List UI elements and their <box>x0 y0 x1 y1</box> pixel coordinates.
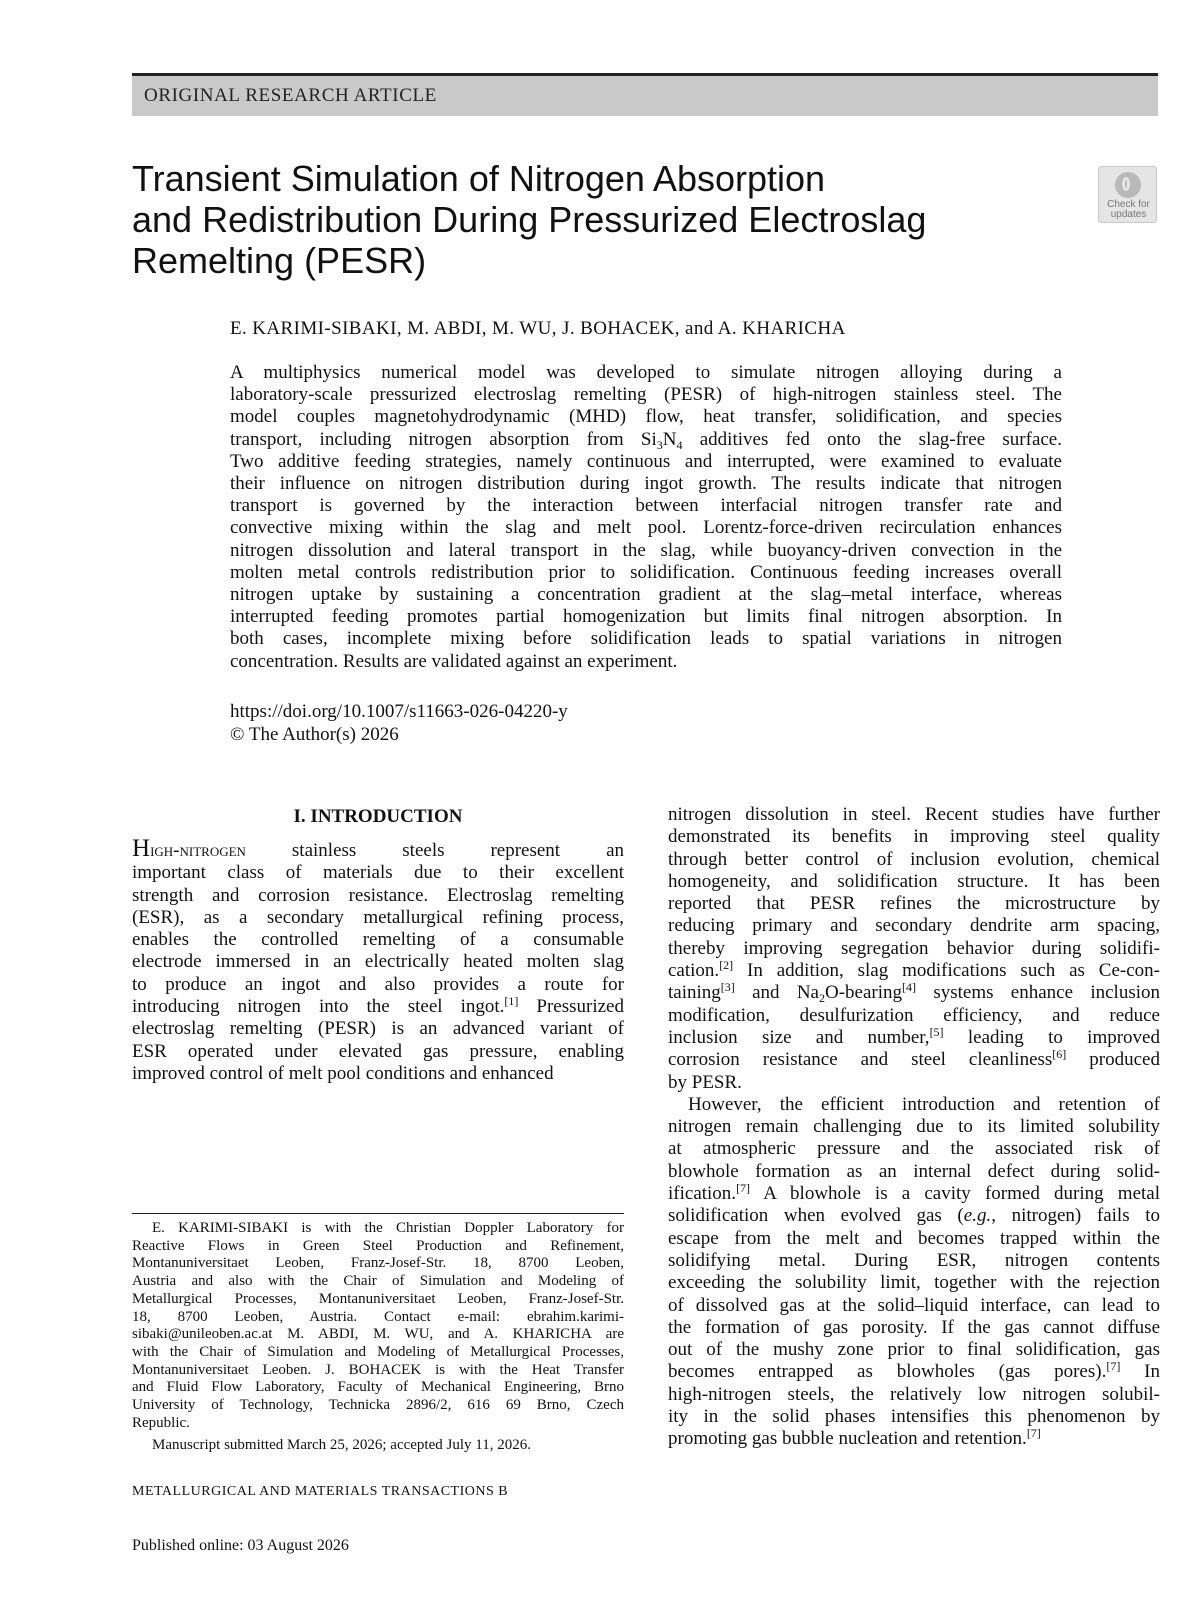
abstract-line: convective mixing within the slag and melt pool. Lorentz-force-driven recirculation enhances <box>230 517 1062 539</box>
article-title <box>132 158 992 281</box>
text-run: produced <box>1066 1049 1160 1071</box>
author-affiliations-footnote <box>132 1220 624 1432</box>
title-line: Remelting (PESR) <box>132 240 427 281</box>
article-type-banner <box>132 73 1158 116</box>
body-line: through better control of inclusion evolution, chemical <box>668 848 1160 870</box>
doi-link[interactable]: https://doi.org/10.1007/s11663-026-04220-y <box>230 701 568 722</box>
body-line: solidifying metal. During ESR, nitrogen contents <box>668 1249 1160 1271</box>
body-line <box>668 982 1160 1004</box>
smallcaps-word: igh-nitrogen <box>150 840 246 861</box>
body-line: nitrogen dissolution in steel. Recent studies have further <box>668 804 1160 825</box>
text-run: and Na <box>734 982 819 1004</box>
body-line: demonstrated its benefits in improving steel quality <box>668 826 1160 848</box>
body-line: high-nitrogen steels, the relatively low nitrogen solubil- <box>668 1383 1160 1405</box>
abstract-line: both cases, incomplete mixing before solidification leads to spatial variations in nitrogen <box>230 628 1062 650</box>
body-line: thereby improving segregation behavior during solidifi- <box>668 937 1160 959</box>
body-line: nitrogen remain challenging due to its limited solubility <box>668 1116 1160 1138</box>
body-line: enables the controlled remelting of a consumable <box>132 929 624 951</box>
body-line: (ESR), as a secondary metallurgical refining process, <box>132 906 624 928</box>
body-line: to produce an ingot and also provides a route for <box>132 973 624 995</box>
body-line: at atmospheric pressure and the associated risk of <box>668 1138 1160 1160</box>
copyright: © The Author(s) 2026 <box>230 724 399 745</box>
footnote-line: Metallurgical Processes, Montanuniversitaet Leoben, Franz-Josef-Str. <box>132 1290 624 1307</box>
abstract-line: A multiphysics numerical model was developed to simulate nitrogen alloying during a <box>230 362 1062 383</box>
footnote-line: Montanuniversitaet Leoben, Franz-Josef-Str. 18, 8700 Leoben, <box>132 1255 624 1272</box>
title-line: and Redistribution During Pressurized Electroslag <box>132 199 927 240</box>
text-run: taining <box>668 982 721 1004</box>
abstract-line: molten metal controls redistribution prior to solidification. Continuous feeding increases overall <box>230 561 1062 583</box>
footnote-line: Montanuniversitaet Leoben. J. BOHACEK is with the Heat Transfer <box>132 1361 624 1378</box>
text-run: introducing nitrogen into the steel ingot. <box>132 996 505 1018</box>
body-line: of dissolved gas at the solid–liquid interface, can lead to <box>668 1294 1160 1316</box>
body-line <box>668 1361 1160 1383</box>
text-run: ification. <box>668 1183 737 1205</box>
footnote-line: and Fluid Flow Laboratory, Faculty of Mechanical Engineering, Brno <box>132 1379 624 1396</box>
citation-ref[interactable]: [3] <box>720 980 735 995</box>
body-line: improved control of melt pool conditions and enhanced <box>132 1062 554 1084</box>
body-line: modification, desulfurization efficiency, and reduce <box>668 1004 1160 1026</box>
text-run: , nitrogen) fails to <box>991 1205 1160 1227</box>
doi-block <box>230 700 568 746</box>
body-line: ESR operated under elevated gas pressure, enabling <box>132 1040 624 1062</box>
text-run: systems enhance inclusion <box>916 982 1160 1004</box>
crossmark-label-line: Check for <box>1107 199 1150 210</box>
body-line <box>668 1183 1160 1205</box>
footnote-line: University of Technology, Technicka 2896/2, 616 69 Brno, Czech <box>132 1397 624 1414</box>
dropcap-word: H <box>132 835 151 862</box>
text-run: In addition, slag modifications such as Ce-con- <box>733 960 1160 982</box>
body-line <box>668 1049 1160 1071</box>
check-for-updates-button[interactable] <box>1098 166 1157 223</box>
abstract-line: their influence on nitrogen distribution during ingot growth. The results indicate that nitrogen <box>230 473 1062 495</box>
subscript: 2 <box>818 991 825 1006</box>
citation-ref[interactable]: [2] <box>719 958 734 973</box>
abstract-line: nitrogen dissolution and lateral transport in the slag, while buoyancy-driven convection in the <box>230 539 1062 561</box>
author-list: E. KARIMI-SIBAKI, M. ABDI, M. WU, J. BOHACEK, and A. KHARICHA <box>230 318 846 339</box>
abstract <box>230 362 1062 673</box>
footnote-divider <box>132 1213 624 1214</box>
footnote-line: 18, 8700 Leoben, Austria. Contact e-mail: ebrahim.karimi- <box>132 1308 624 1325</box>
text-run: solidification when evolved gas ( <box>668 1205 964 1227</box>
abstract-line: model couples magnetohydrodynamic (MHD) flow, heat transfer, solidification, and species <box>230 406 1062 428</box>
abstract-line: nitrogen uptake by sustaining a concentration gradient at the slag–metal interface, whereas <box>230 584 1062 606</box>
article-type-label: ORIGINAL RESEARCH ARTICLE <box>144 85 437 106</box>
body-line: blowhole formation as an internal defect during solid- <box>668 1160 1160 1182</box>
italic-text: e.g. <box>963 1205 992 1227</box>
text-run: O-bearing <box>824 982 903 1004</box>
footnote-line: Reactive Flows in Green Steel Production and Refinement, <box>132 1237 624 1254</box>
intro-right-column <box>668 804 1160 1451</box>
body-line: important class of materials due to their excellent <box>132 862 624 884</box>
footnote-line: with the Chair of Simulation and Modeling of Metallurgical Processes, <box>132 1343 624 1360</box>
footnote-line: sibaki@unileoben.ac.at M. ABDI, M. WU, and A. KHARICHA are <box>132 1326 624 1343</box>
crossmark-label <box>1099 200 1158 220</box>
text-run: promoting gas bubble nucleation and retention. <box>668 1428 1027 1450</box>
text-run: Pressurized <box>518 996 624 1018</box>
abstract-line: laboratory-scale pressurized electroslag remelting (PESR) of high-nitrogen stainless steel. The <box>230 384 1062 406</box>
abstract-line: interrupted feeding promotes partial homogenization but limits final nitrogen absorption. In <box>230 606 1062 628</box>
abstract-line: Two additive feeding strategies, namely continuous and interrupted, were examined to evaluate <box>230 450 1062 472</box>
body-line: ity in the solid phases intensifies this phenomenon by <box>668 1406 1160 1428</box>
text-run: inclusion size and number, <box>668 1026 930 1048</box>
text-run: leading to improved <box>943 1026 1160 1048</box>
text-run: cation. <box>668 960 720 982</box>
journal-name: METALLURGICAL AND MATERIALS TRANSACTIONS B <box>132 1484 509 1499</box>
body-line: However, the efficient introduction and retention of <box>688 1093 1160 1115</box>
body-line: by PESR. <box>668 1071 742 1093</box>
body-line: homogeneity, and solidification structure. It has been <box>668 870 1160 892</box>
body-line <box>132 835 624 862</box>
body-line: electroslag remelting (PESR) is an advanced variant of <box>132 1018 624 1040</box>
citation-ref[interactable]: [1] <box>504 994 519 1009</box>
citation-ref[interactable]: [5] <box>929 1024 944 1039</box>
abstract-line: concentration. Results are validated against an experiment. <box>230 650 678 672</box>
body-line <box>132 996 624 1018</box>
citation-ref[interactable]: [4] <box>902 980 917 995</box>
body-line <box>668 960 1160 982</box>
crossmark-icon <box>1115 172 1141 198</box>
abstract-line: transport is governed by the interaction between interfacial nitrogen transfer rate and <box>230 495 1062 517</box>
body-line: exceeding the solubility limit, together with the rejection <box>668 1272 1160 1294</box>
body-line: escape from the melt and becomes trapped within the <box>668 1227 1160 1249</box>
text-run: In <box>1120 1361 1160 1383</box>
text-run: becomes entrapped as blowholes (gas pores). <box>668 1361 1107 1383</box>
body-line: electrode immersed in an electrically heated molten slag <box>132 951 624 973</box>
intro-left-column <box>132 835 624 1085</box>
citation-ref[interactable]: [7] <box>1106 1359 1121 1374</box>
text-run: corrosion resistance and steel cleanliness <box>668 1049 1053 1071</box>
body-line: reducing primary and secondary dendrite arm spacing, <box>668 915 1160 937</box>
published-date: Published online: 03 August 2026 <box>132 1537 349 1554</box>
text-run: stainless steels represent an <box>245 840 624 861</box>
footnote-line: Republic. <box>132 1414 190 1431</box>
footnote-line: E. KARIMI-SIBAKI is with the Christian Doppler Laboratory for <box>152 1220 624 1236</box>
body-line <box>668 1024 1160 1049</box>
citation-ref[interactable]: [7] <box>1026 1426 1041 1441</box>
section-heading: I. INTRODUCTION <box>293 806 463 827</box>
manuscript-dates: Manuscript submitted March 25, 2026; accepted July 11, 2026. <box>152 1437 531 1453</box>
body-line <box>668 1205 1160 1227</box>
body-line: out of the mushy zone prior to final solidification, gas <box>668 1339 1160 1361</box>
text-run: A blowhole is a cavity formed during metal <box>750 1183 1160 1205</box>
footnote-line: Austria and also with the Chair of Simulation and Modeling of <box>132 1273 624 1290</box>
body-line: reported that PESR refines the microstructure by <box>668 893 1160 915</box>
title-line: Transient Simulation of Nitrogen Absorption <box>132 158 826 199</box>
citation-ref[interactable]: [7] <box>736 1181 751 1196</box>
abstract-line: transport, including nitrogen absorption from $Si_3N_4$ additives fed onto the slag-free surface. <box>230 428 1062 452</box>
body-line: the formation of gas porosity. If the gas cannot diffuse <box>668 1316 1160 1338</box>
crossmark-label-line: updates <box>1110 209 1147 220</box>
body-line: strength and corrosion resistance. Electroslag remelting <box>132 884 624 906</box>
body-line <box>668 1428 1160 1450</box>
citation-ref[interactable]: [6] <box>1052 1047 1067 1062</box>
